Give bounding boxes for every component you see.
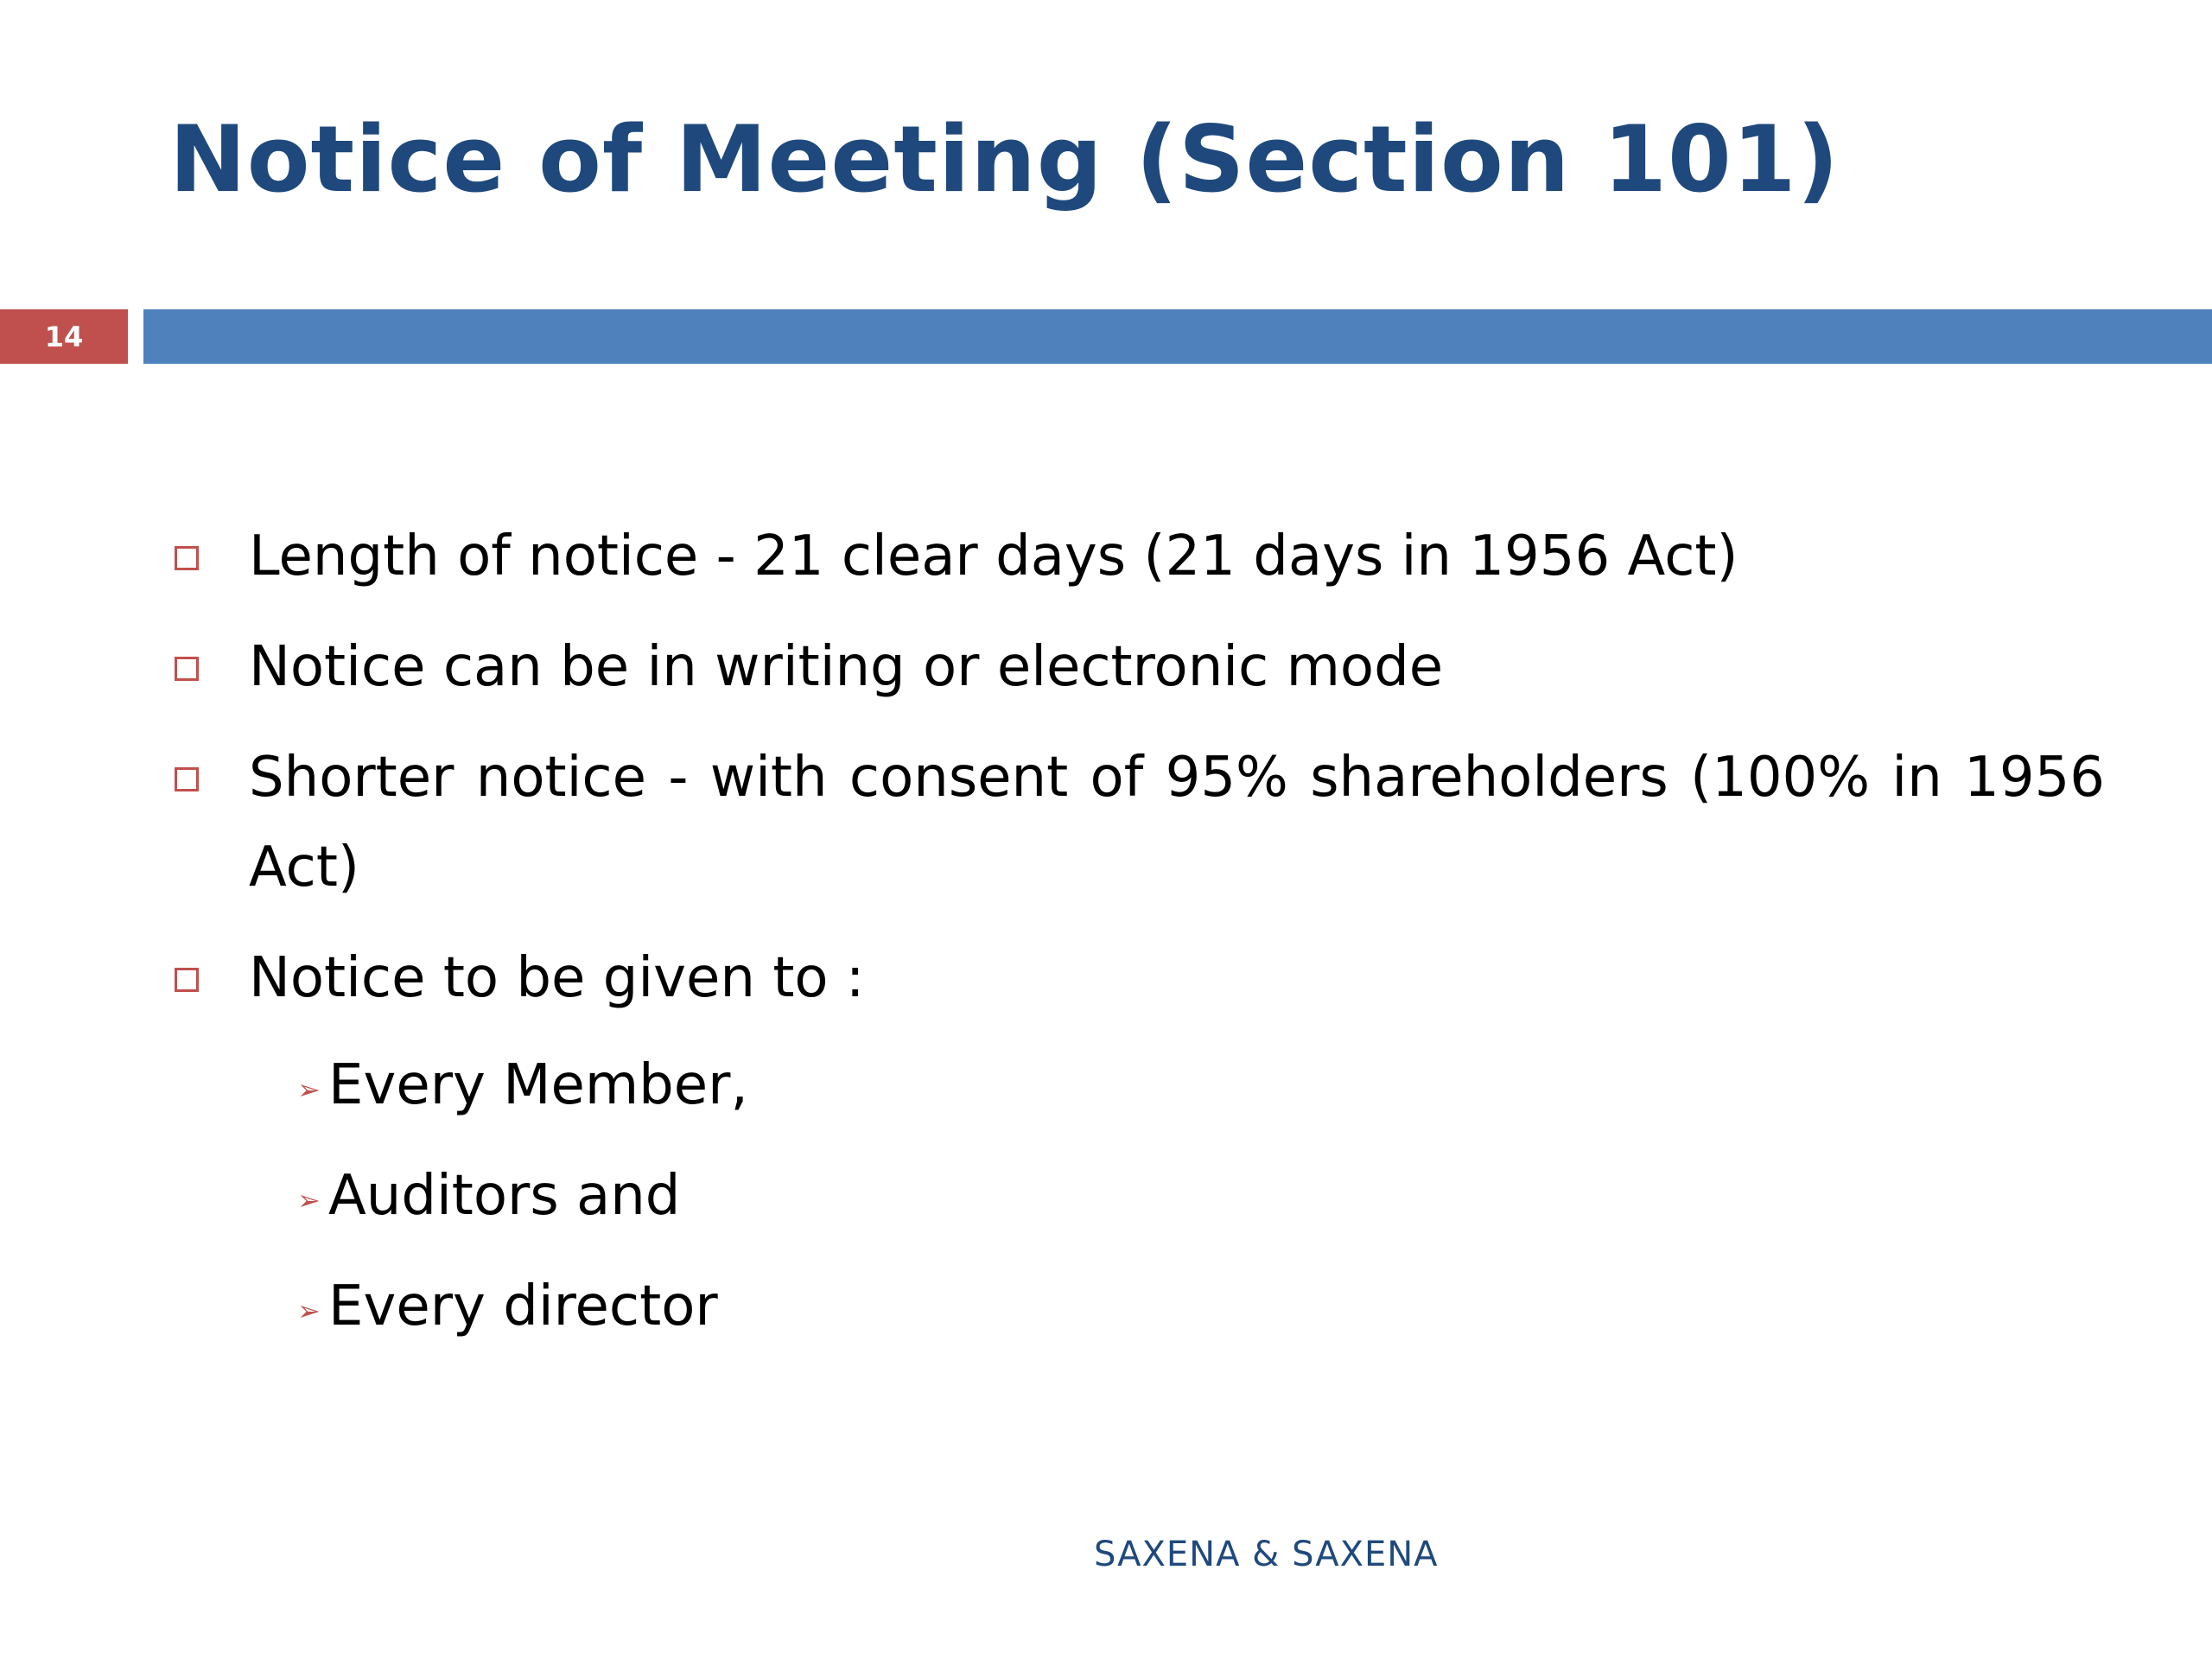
sub-bullet-text: Every director (328, 1274, 718, 1338)
sub-bullet-item (297, 1262, 2105, 1351)
bullet-item (169, 622, 2105, 712)
hollow-square-icon (175, 657, 199, 681)
hollow-square-icon (175, 546, 199, 570)
arrowhead-icon: ➢ (297, 1184, 321, 1217)
sub-bullet-list (297, 1040, 2105, 1351)
sub-bullet-text: Auditors and (328, 1164, 681, 1228)
slide-footer: SAXENA & SAXENA (1094, 1535, 1439, 1574)
bullet-text: Notice can be in writing or electronic mode (249, 635, 1444, 699)
slide-number: 14 (44, 320, 84, 353)
title-accent-bar (143, 309, 2212, 364)
sub-bullet-item (297, 1040, 2105, 1130)
bullet-item (169, 733, 2105, 912)
slide-number-badge (0, 309, 128, 364)
slide-title: Notice of Meeting (Section 101) (169, 106, 1840, 213)
bullet-text: Length of notice - 21 clear days (21 days in 1956 Act) (249, 524, 1738, 588)
bullet-item (169, 512, 2105, 601)
arrowhead-icon: ➢ (297, 1294, 321, 1327)
hollow-square-icon (175, 767, 199, 791)
bullet-text: Shorter notice - with consent of 95% shareholders (100% in 1956 Act) (249, 746, 2105, 899)
arrowhead-icon: ➢ (297, 1073, 321, 1106)
sub-bullet-text: Every Member, (328, 1053, 748, 1117)
hollow-square-icon (175, 968, 199, 992)
bullet-text: Notice to be given to : (249, 946, 865, 1010)
bullet-list (169, 512, 2105, 1372)
bullet-item (169, 933, 2105, 1023)
sub-bullet-item (297, 1151, 2105, 1241)
